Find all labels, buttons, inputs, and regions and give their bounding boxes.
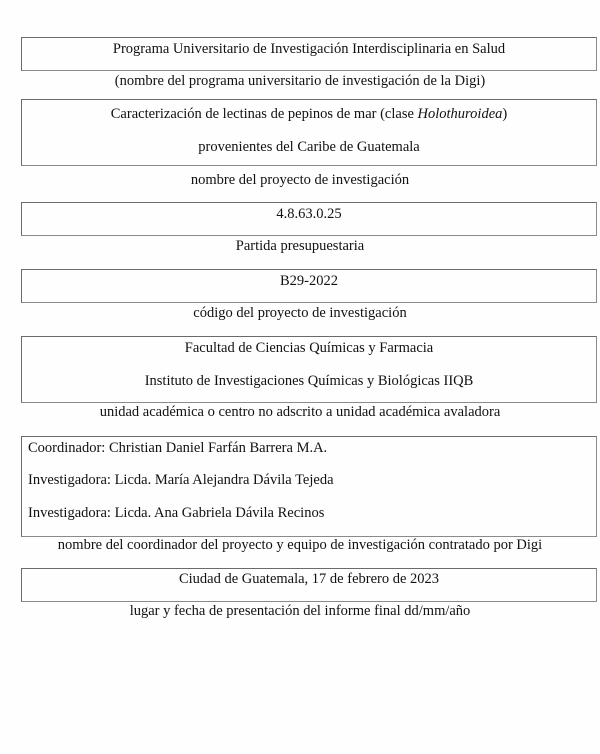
project-title-line-2: provenientes del Caribe de Guatemala	[198, 139, 420, 155]
researcher-1-name: Investigadora: Licda. María Alejandra Dávila Tejeda	[28, 472, 334, 488]
project-code-caption: código del proyecto de investigación	[193, 305, 407, 321]
project-title-taxon: Holothuroidea	[417, 106, 503, 122]
budget-line-value: 4.8.63.0.25	[276, 206, 342, 222]
place-date-caption: lugar y fecha de presentación del informe final dd/mm/año	[129, 603, 471, 619]
research-team-box	[21, 436, 597, 537]
budget-line-box	[21, 202, 597, 236]
place-date-box	[21, 568, 597, 602]
coordinator-name: Coordinador: Christian Daniel Farfán Barrera M.A.	[28, 440, 328, 456]
project-title-caption: nombre del proyecto de investigación	[190, 172, 410, 188]
project-code-value: B29-2022	[280, 273, 338, 289]
program-name-caption: (nombre del programa universitario de investigación de la Digi)	[114, 73, 486, 89]
project-title-line-1	[22, 106, 596, 122]
project-title-box	[21, 99, 597, 166]
budget-line-caption: Partida presupuestaria	[235, 238, 365, 254]
academic-unit-caption: unidad académica o centro no adscrito a unidad académica avaladora	[99, 404, 501, 420]
place-date-value: Ciudad de Guatemala, 17 de febrero de 2023	[178, 571, 440, 587]
academic-unit-line-1: Facultad de Ciencias Químicas y Farmacia	[184, 340, 434, 356]
program-name: Programa Universitario de Investigación Interdisciplinaria en Salud	[112, 41, 506, 57]
academic-unit-box	[21, 336, 597, 403]
research-team-caption: nombre del coordinador del proyecto y equipo de investigación contratado por Digi	[57, 537, 543, 553]
program-name-box	[21, 37, 597, 71]
project-title-close: )	[502, 106, 508, 122]
project-code-box	[21, 269, 597, 303]
researcher-2-name: Investigadora: Licda. Ana Gabriela Dávila Recinos	[28, 505, 325, 521]
academic-unit-line-2: Instituto de Investigaciones Químicas y Biológicas IIQB	[144, 373, 474, 389]
project-title-text: Caracterización de lectinas de pepinos de mar (clase	[110, 106, 418, 122]
